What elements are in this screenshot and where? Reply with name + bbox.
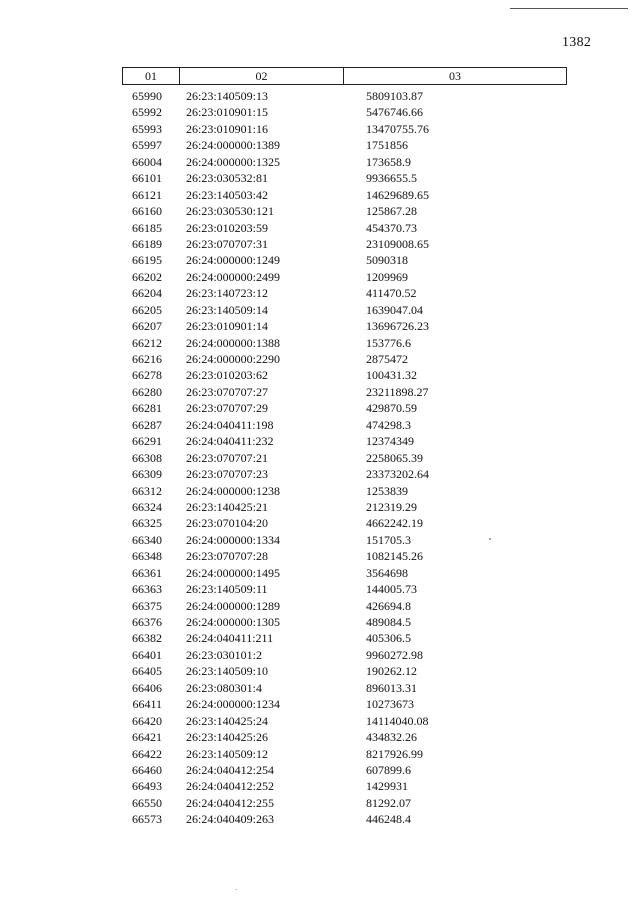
table-row <box>122 680 567 696</box>
cell-cadastral-number: 26:24:040411:211 <box>186 631 274 646</box>
cell-cadastral-number: 26:23:030530:121 <box>186 204 275 219</box>
table-row <box>122 466 567 482</box>
cell-cadastral-number: 26:23:070707:28 <box>186 549 269 564</box>
cell-id: 66422 <box>132 746 162 761</box>
cell-cadastral-number: 26:23:070104:20 <box>186 516 269 531</box>
cell-id: 66278 <box>132 368 162 383</box>
cell-value: 4662242.19 <box>366 516 423 531</box>
cell-cadastral-number: 26:23:010203:62 <box>186 368 269 383</box>
cell-id: 66291 <box>132 434 162 449</box>
cell-cadastral-number: 26:23:140425:24 <box>186 713 269 728</box>
cell-cadastral-number: 26:23:080301:4 <box>186 680 263 695</box>
cell-cadastral-number: 26:23:010901:14 <box>186 319 269 334</box>
cell-id: 65992 <box>132 105 162 120</box>
table-row <box>122 417 567 433</box>
cell-cadastral-number: 26:23:140509:11 <box>186 582 268 597</box>
cell-value: 1639047.04 <box>366 302 423 317</box>
cell-cadastral-number: 26:23:070707:27 <box>186 384 269 399</box>
cell-value: 5090318 <box>366 253 408 268</box>
top-rule <box>510 8 628 9</box>
cell-value: 434832.26 <box>366 730 417 745</box>
cell-cadastral-number: 26:24:040412:252 <box>186 779 275 794</box>
cell-value: 100431.32 <box>366 368 417 383</box>
cell-cadastral-number: 26:23:070707:29 <box>186 401 269 416</box>
cell-value: 23211898.27 <box>366 384 429 399</box>
cell-value: 153776.6 <box>366 335 411 350</box>
cell-value: 151705.3 <box>366 532 411 547</box>
cell-id: 66411 <box>132 697 162 712</box>
cell-id: 66308 <box>132 450 162 465</box>
table-row <box>122 88 567 104</box>
cell-value: 23109008.65 <box>366 236 429 251</box>
table-row <box>122 630 567 646</box>
table-row <box>122 548 567 564</box>
cell-value: 125867.28 <box>366 204 417 219</box>
cell-id: 66185 <box>132 220 162 235</box>
cell-id: 66195 <box>132 253 162 268</box>
table-row <box>122 614 567 630</box>
cell-cadastral-number: 26:24:000000:2290 <box>186 352 281 366</box>
cell-id: 66382 <box>132 631 162 646</box>
cell-cadastral-number: 26:23:010901:16 <box>186 121 269 136</box>
data-table <box>122 67 567 828</box>
table-row <box>122 647 567 663</box>
cell-cadastral-number: 26:23:070707:31 <box>186 236 269 251</box>
cell-id: 66375 <box>132 598 162 613</box>
cell-value: 173658.9 <box>366 154 411 169</box>
cell-id: 66312 <box>132 483 162 498</box>
cell-cadastral-number: 26:23:140425:26 <box>186 730 269 745</box>
cell-cadastral-number: 26:23:070707:23 <box>186 467 269 482</box>
cell-cadastral-number: 26:23:140509:14 <box>186 302 269 317</box>
cell-cadastral-number: 26:24:040411:198 <box>186 417 274 432</box>
cell-cadastral-number: 26:24:000000:1389 <box>186 138 281 153</box>
table-row <box>122 663 567 679</box>
table-row <box>122 252 567 268</box>
cell-cadastral-number: 26:24:000000:1238 <box>186 483 281 498</box>
column-header-03: 03 <box>449 68 461 83</box>
cell-value: 23373202.64 <box>366 467 429 482</box>
cell-id: 66281 <box>132 401 162 416</box>
column-header-02: 02 <box>180 68 344 84</box>
table-row <box>122 532 567 548</box>
table-row <box>122 713 567 729</box>
table-row <box>122 335 567 351</box>
table-row <box>122 269 567 285</box>
cell-value: 12374349 <box>366 434 414 449</box>
table-header <box>122 67 567 85</box>
cell-value: 14114040.08 <box>366 713 429 728</box>
cell-id: 66287 <box>132 417 162 432</box>
cell-value: 8217926.99 <box>366 746 423 761</box>
cell-id: 66376 <box>132 615 162 629</box>
table-row <box>122 762 567 778</box>
scan-speck <box>489 538 491 540</box>
cell-cadastral-number: 26:23:140509:10 <box>186 664 269 679</box>
cell-id: 66493 <box>132 779 162 794</box>
cell-value: 5809103.87 <box>366 89 423 103</box>
cell-value: 489084.5 <box>366 615 411 629</box>
table-row <box>122 121 567 137</box>
cell-value: 2258065.39 <box>366 450 423 465</box>
table-row <box>122 154 567 170</box>
table-row <box>122 778 567 794</box>
cell-cadastral-number: 26:23:140509:13 <box>186 89 269 103</box>
cell-id: 66420 <box>132 713 162 728</box>
cell-id: 66212 <box>132 335 162 350</box>
cell-value: 10273673 <box>366 697 414 712</box>
column-header-01: 01 <box>123 68 180 84</box>
cell-value: 13696726.23 <box>366 319 429 334</box>
cell-id: 66406 <box>132 680 162 695</box>
cell-cadastral-number: 26:24:000000:1249 <box>186 253 281 268</box>
cell-cadastral-number: 26:24:000000:1325 <box>186 154 281 169</box>
table-row <box>122 318 567 334</box>
cell-id: 66160 <box>132 204 162 219</box>
cell-value: 474298.3 <box>366 417 411 432</box>
cell-id: 66205 <box>132 302 162 317</box>
table-row <box>122 170 567 186</box>
cell-id: 66363 <box>132 582 162 597</box>
cell-value: 405306.5 <box>366 631 411 646</box>
cell-cadastral-number: 26:24:000000:1334 <box>186 532 281 547</box>
cell-id: 66340 <box>132 532 162 547</box>
cell-cadastral-number: 26:24:000000:2499 <box>186 269 281 284</box>
table-row <box>122 220 567 236</box>
cell-cadastral-number: 26:24:000000:1289 <box>186 598 281 613</box>
table-row <box>122 351 567 367</box>
cell-value: 1209969 <box>366 269 408 284</box>
cell-id: 66121 <box>132 187 162 202</box>
page-number: 1382 <box>562 35 592 50</box>
cell-value: 411470.52 <box>366 286 417 301</box>
table-row <box>122 746 567 762</box>
table-row <box>122 285 567 301</box>
table-row <box>122 104 567 120</box>
cell-id: 66204 <box>132 286 162 301</box>
cell-value: 2875472 <box>366 352 408 366</box>
table-row <box>122 581 567 597</box>
table-row <box>122 236 567 252</box>
cell-id: 65993 <box>132 121 162 136</box>
table-row <box>122 696 567 712</box>
table-row <box>122 515 567 531</box>
cell-value: 144005.73 <box>366 582 417 597</box>
cell-cadastral-number: 26:23:140509:12 <box>186 746 269 761</box>
cell-value: 454370.73 <box>366 220 417 235</box>
cell-id: 66189 <box>132 236 162 251</box>
cell-cadastral-number: 26:23:140425:21 <box>186 499 269 514</box>
cell-id: 66101 <box>132 171 162 186</box>
cell-cadastral-number: 26:24:000000:1305 <box>186 615 281 629</box>
cell-cadastral-number: 26:24:040412:254 <box>186 762 275 777</box>
cell-value: 1429931 <box>366 779 408 794</box>
cell-value: 896013.31 <box>366 680 417 695</box>
table-row <box>122 187 567 203</box>
scan-speck <box>236 889 237 890</box>
cell-cadastral-number: 26:23:010901:15 <box>186 105 269 120</box>
cell-id: 66361 <box>132 565 162 580</box>
cell-id: 66216 <box>132 352 162 366</box>
cell-id: 66004 <box>132 154 162 169</box>
cell-cadastral-number: 26:24:000000:1495 <box>186 565 281 580</box>
cell-value: 1751856 <box>366 138 408 153</box>
cell-value: 607899.6 <box>366 762 411 777</box>
cell-value: 1253839 <box>366 483 408 498</box>
cell-value: 9960272.98 <box>366 647 423 662</box>
cell-id: 66460 <box>132 762 162 777</box>
table-row <box>122 400 567 416</box>
cell-id: 66202 <box>132 269 162 284</box>
table-row <box>122 598 567 614</box>
table-row <box>122 384 567 400</box>
cell-id: 65990 <box>132 89 162 103</box>
cell-cadastral-number: 26:24:040409:263 <box>186 812 275 827</box>
cell-cadastral-number: 26:23:070707:21 <box>186 450 269 465</box>
table-row <box>122 499 567 515</box>
cell-cadastral-number: 26:23:010203:59 <box>186 220 269 235</box>
table-row <box>122 433 567 449</box>
cell-cadastral-number: 26:24:000000:1234 <box>186 697 281 712</box>
cell-cadastral-number: 26:23:140723:12 <box>186 286 269 301</box>
cell-value: 3564698 <box>366 565 408 580</box>
cell-value: 9936655.5 <box>366 171 417 186</box>
cell-id: 66421 <box>132 730 162 745</box>
cell-value: 190262.12 <box>366 664 417 679</box>
table-row <box>122 367 567 383</box>
table-row <box>122 565 567 581</box>
cell-cadastral-number: 26:24:040412:255 <box>186 795 275 810</box>
cell-id: 66405 <box>132 664 162 679</box>
table-row <box>122 203 567 219</box>
table-row <box>122 483 567 499</box>
cell-value: 1082145.26 <box>366 549 423 564</box>
cell-id: 66348 <box>132 549 162 564</box>
table-row <box>122 137 567 153</box>
cell-cadastral-number: 26:24:040411:232 <box>186 434 274 449</box>
table-row <box>122 795 567 811</box>
cell-value: 446248.4 <box>366 812 411 827</box>
cell-value: 81292.07 <box>366 795 411 810</box>
cell-value: 14629689.65 <box>366 187 429 202</box>
cell-value: 426694.8 <box>366 598 411 613</box>
table-row <box>122 729 567 745</box>
cell-value: 5476746.66 <box>366 105 423 120</box>
cell-cadastral-number: 26:23:140503:42 <box>186 187 269 202</box>
cell-id: 66280 <box>132 384 162 399</box>
cell-id: 66324 <box>132 499 162 514</box>
table-row <box>122 450 567 466</box>
cell-value: 429870.59 <box>366 401 417 416</box>
cell-id: 66550 <box>132 795 162 810</box>
cell-id: 66309 <box>132 467 162 482</box>
cell-value: 13470755.76 <box>366 121 429 136</box>
table-body <box>122 88 567 828</box>
cell-id: 66207 <box>132 319 162 334</box>
cell-value: 212319.29 <box>366 499 417 514</box>
cell-id: 65997 <box>132 138 162 153</box>
cell-id: 66325 <box>132 516 162 531</box>
table-row <box>122 811 567 827</box>
cell-id: 66401 <box>132 647 162 662</box>
table-row <box>122 302 567 318</box>
cell-id: 66573 <box>132 812 162 827</box>
cell-cadastral-number: 26:23:030532:81 <box>186 171 269 186</box>
cell-cadastral-number: 26:23:030101:2 <box>186 647 263 662</box>
cell-cadastral-number: 26:24:000000:1388 <box>186 335 281 350</box>
